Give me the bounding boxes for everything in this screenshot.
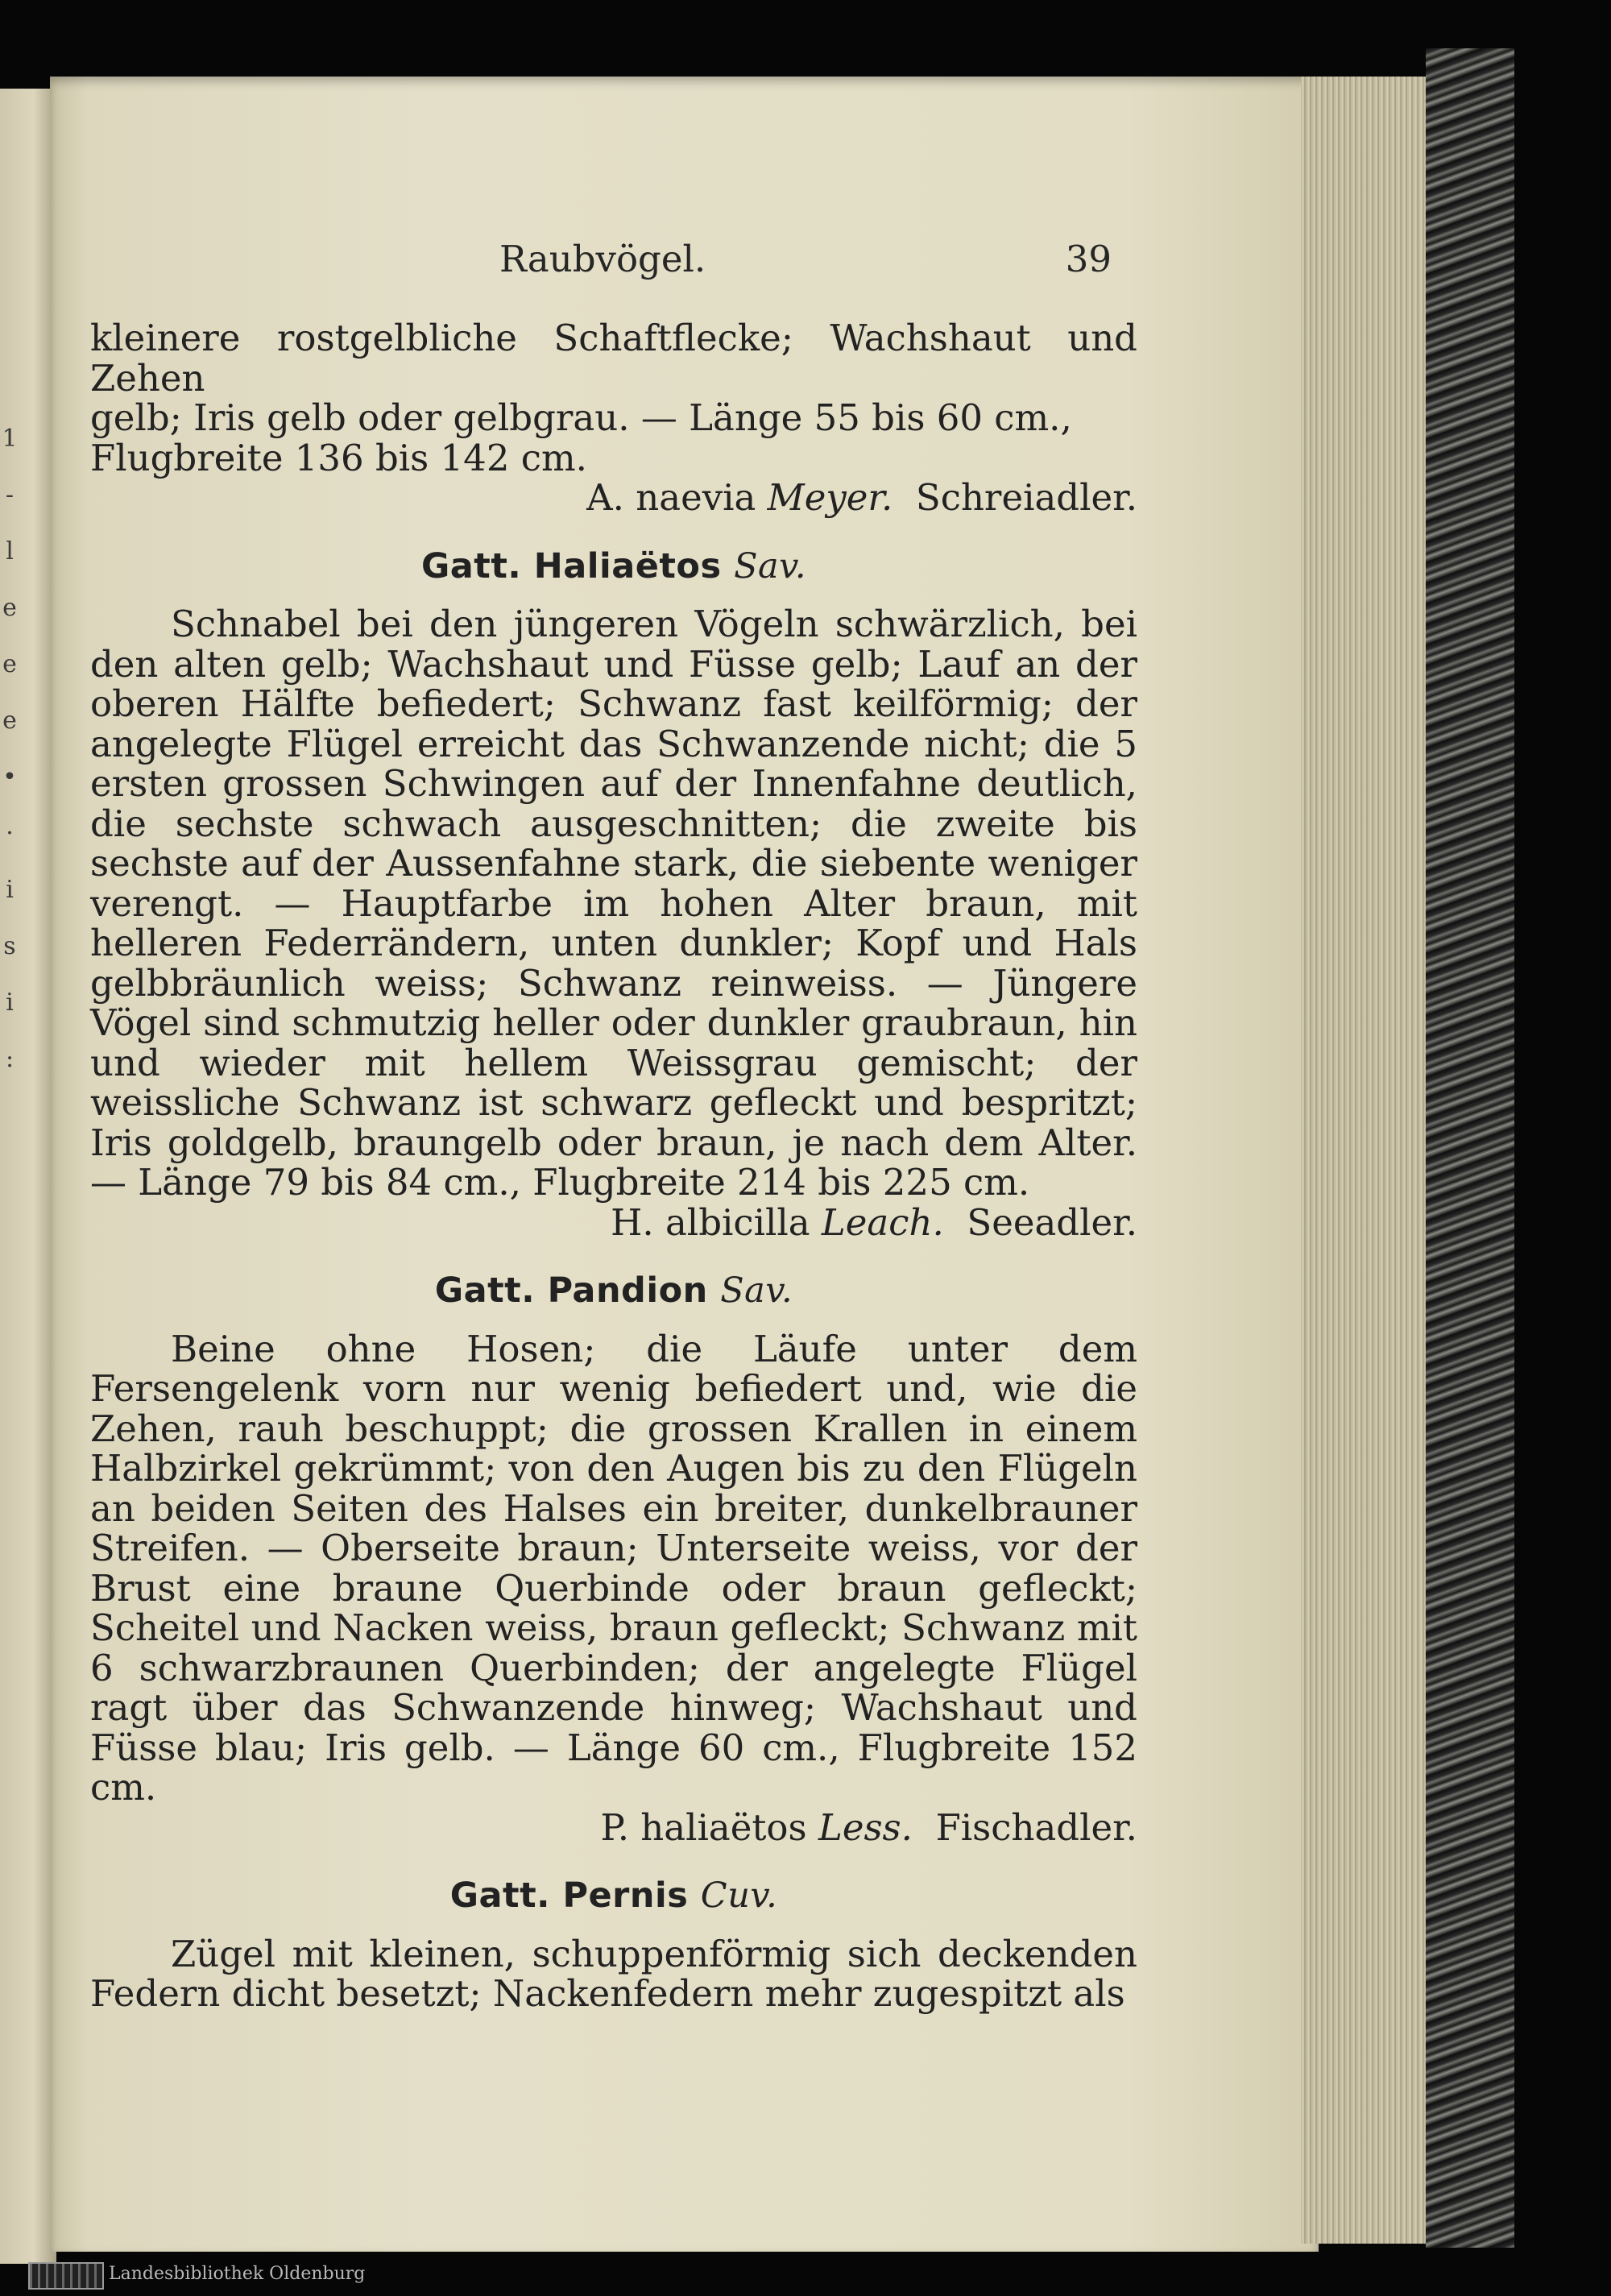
page-body — [90, 318, 1137, 2014]
genus-description-pernis: Zügel mit kleinen, schuppenförmig sich deckenden Federn dicht besetzt; Nackenfedern mehr zugespitzt als — [90, 1932, 1137, 2015]
page-number: 39 — [1065, 238, 1112, 280]
genus-description-pandion: Beine ohne Hosen; die Läufe unter dem Fersengelenk vorn nur wenig befiedert und, wie die Zehen, rauh beschuppt; die grossen Krallen in einem Halbzirkel gekrümmt; von den Augen bis zu den Flügeln an beiden Seiten des Halses ein breiter, dunkelbrauner Streifen. — Oberseite braun; Unterseite weiss, vor der Brust eine braune Querbinde oder braun gefleckt; Scheitel und Nacken weiss, braun gefleckt; Schwanz mit 6 schwarzbraunen Querbinden; der angelegte Flügel ragt über das Schwanzende hinweg; Wachshaut und Füsse blau; Iris gelb. — Länge 60 cm., Flugbreite 152 cm. — [90, 1327, 1137, 1809]
library-logo-icon — [28, 2262, 104, 2290]
species-line-haliaetos: P. haliaëtos Less. Fischadler. — [600, 1805, 1137, 1849]
library-credit: Landesbibliothek Oldenburg — [109, 2264, 366, 2284]
text-line: gelb; Iris gelb oder gelbgrau. — Länge 55 bis 60 cm., — [90, 396, 1072, 439]
genus-heading-haliaetos: Gatt. Haliaëtos Sav. — [420, 545, 807, 586]
genus-description-haliaetos: Schnabel bei den jüngeren Vögeln schwärzlich, bei den alten gelb; Wachshaut und Füsse gelb; Lauf an der oberen Hälfte befiedert; Schwanz fast keilförmig; der angelegte Flügel erreicht das Schwanzende nicht; die 5 ersten grossen Schwingen auf der Innenfahne deutlich, die sechste schwach ausgeschnitten; die zweite bis sechste auf der Aussenfahne stark, die siebente weniger verengt. — Hauptfarbe im hohen Alter braun, mit helleren Federrändern, unten dunkler; Kopf und Hals gelbbräunlich weiss; Schwanz reinweiss. — Jüngere Vögel sind schmutzig heller oder dunkler graubraun, hin und wieder mit hellem Weissgrau gemischt; der weissliche Schwanz ist schwarz gefleckt und bespritzt; Iris goldgelb, braungelb oder braun, je nach dem Alter. — Länge 79 bis 84 cm., Flugbreite 214 bis 225 cm. — [90, 603, 1137, 1204]
page-edges — [1301, 77, 1434, 2244]
left-page-edge — [0, 89, 56, 2264]
running-title: Raubvögel. — [499, 238, 706, 280]
species-line-albicilla: H. albicilla Leach. Seeadler. — [611, 1200, 1137, 1244]
species-line-naevia: A. naevia Meyer. Schreiadler. — [586, 476, 1137, 519]
text-line: Flugbreite 136 bis 142 cm. — [90, 436, 587, 479]
page-header — [483, 238, 1144, 286]
text-line: kleinere rostgelbliche Schaftflecke; Wachshaut und Zehen — [90, 317, 1137, 400]
genus-heading-pernis: Gatt. Pernis Cuv. — [449, 1875, 778, 1916]
genus-heading-pandion: Gatt. Pandion Sav. — [434, 1270, 793, 1311]
left-page-marks: 1 - l e e e • · i s i : — [2, 425, 18, 1073]
book-cover — [1426, 48, 1514, 2248]
